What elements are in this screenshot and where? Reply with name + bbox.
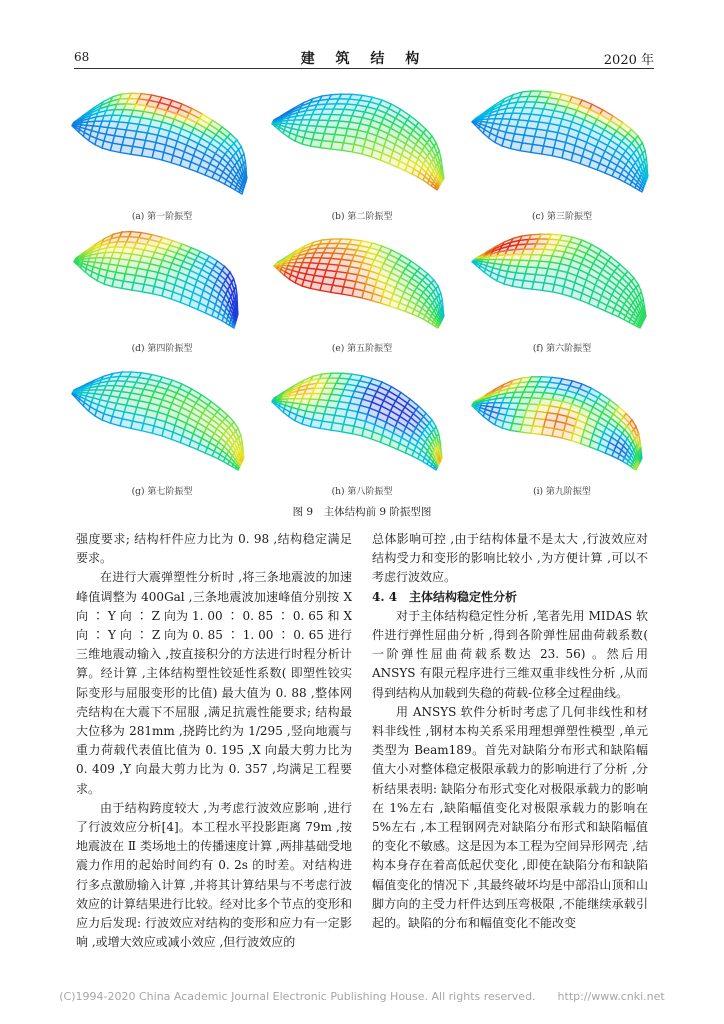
- mode-shape-panel: [62, 364, 262, 504]
- header-rule: [74, 68, 654, 69]
- journal-name: 建 筑 结 构: [300, 51, 428, 67]
- issue-year: 2020 年: [603, 53, 654, 68]
- panel-label: (g) 第七阶振型: [131, 487, 193, 497]
- panel-label: (b) 第二阶振型: [331, 212, 393, 222]
- figure-9: [62, 82, 662, 502]
- page-number: 68: [74, 50, 90, 64]
- mode-shape-mesh: [262, 364, 462, 492]
- mode-shape-mesh: [62, 222, 262, 350]
- paragraph: 在进行大震弹塑性分析时 ,将三条地震波的加速峰值调整为 400Gal ,三条地震波加速峰值分别按 X 向 ∶ Y 向 ∶ Z 向为 1. 00 ∶ 0. 85 ∶ 0. 65 和 X 向 ∶ Y 向 ∶ Z 向为 0. 85 ∶ 1. 00 ∶ 0. 65 进行三维地震动输入 ,按直接积分的方法进行时程分析计算。经计算 ,主体结构塑性铰延性系数( 即塑性铰实际变形与屈服变形的比值) 最大值为 0. 88 ,整体网壳结构在大震下不屈服 ,满足抗震性能要求; 结构最大位移为 281mm ,挠跨比约为 1/295 ,竖向地震与重力荷载代表值比值为 0. 195 ,X 向最大剪力比为 0. 409 ,Y 向最大剪力比为 0. 357 ,均满足工程要求。: [76, 570, 352, 796]
- paragraph: 总体影响可控 ,由于结构体量不是太大 ,行波效应对结构受力和变形的影响比较小 ,为方便计算 ,可以不考虑行波效应。: [372, 532, 648, 585]
- mode-shape-panel: [62, 222, 262, 362]
- paragraph: 强度要求; 结构杆件应力比为 0. 98 ,结构稳定满足要求。: [76, 532, 352, 566]
- mode-shape-panel: [62, 82, 262, 222]
- left-column: [76, 530, 352, 952]
- mode-shape-panel: [462, 364, 662, 504]
- mode-shape-panel: [462, 222, 662, 362]
- mode-shape-mesh: [462, 222, 662, 350]
- panel-label: (e) 第五阶振型: [331, 344, 393, 354]
- section-heading: 4. 4 主体结构稳定性分析: [372, 589, 518, 604]
- mode-shape-mesh: [462, 82, 662, 210]
- mode-shape-panel: [262, 82, 462, 222]
- mode-shape-mesh: [62, 364, 262, 492]
- paragraph: 用 ANSYS 软件分析时考虑了几何非线性和材料非线性 ,钢材本构关系采用理想弹塑性模型 ,单元类型为 Beam189。首先对缺陷分布形式和缺陷幅值大小对整体稳定极限承载力的影响进行了分析 ,分析结果表明: 缺陷分布形式变化对极限承载力的影响在 1%左右 ,缺陷幅值变化对极限承载力的影响在 5%左右 ,本工程钢网壳对缺陷分布形式和缺陷幅值的变化不敏感。这是因为本工程为空间异形网壳 ,结构本身存在着高低起伏变化 ,即使在缺陷分布和缺陷幅值变化的情况下 ,其最终破坏均是中部沿山顶和山脚方向的主受力杆件达到压弯极限 ,不能继续承载引起的。缺陷的分布和幅值变化不能改变: [372, 704, 648, 931]
- copyright-footer: (C)1994-2020 China Academic Journal Electronic Publishing House. All rights reserved. http://www.cnki.net: [59, 990, 665, 1003]
- right-column: [372, 530, 648, 933]
- paragraph: 由于结构跨度较大 ,为考虑行波效应影响 ,进行了行波效应分析[4]。本工程水平投影距离 79m ,按地震波在 Ⅱ 类场地土的传播速度计算 ,两排基础受地震力作用的起始时间约有 0. 2s 的时差。对结构进行多点激励输入计算 ,并将其计算结果与不考虑行波效应的计算结果进行比较。经对比多个节点的变形和应力后发现: 行波效应对结构的变形和应力有一定影响 ,或增大效应或减小效应 ,但行波效应的: [76, 800, 353, 950]
- panel-label: (i) 第九阶振型: [533, 487, 591, 497]
- page-header: [74, 46, 654, 68]
- panel-label: (f) 第六阶振型: [532, 344, 592, 354]
- mode-shape-mesh: [462, 364, 662, 492]
- paragraph: 对于主体结构稳定性分析 ,笔者先用 MIDAS 软件进行弹性屈曲分析 ,得到各阶弹性屈曲荷载系数( 一阶弹性屈曲荷载系数达 23. 56) 。然后用 ANSYS 有限元程序进行三维双重非线性分析 ,从而得到结构从加载到失稳的荷载-位移全过程曲线。: [372, 608, 648, 700]
- mode-shape-panel: [462, 82, 662, 222]
- mode-shape-panel: [262, 364, 462, 504]
- panel-label: (a) 第一阶振型: [131, 212, 193, 222]
- panel-label: (d) 第四阶振型: [131, 344, 193, 354]
- figure-caption: 图 9 主体结构前 9 阶振型图: [292, 506, 432, 518]
- mode-shape-mesh: [262, 222, 462, 350]
- mode-shape-mesh: [262, 82, 462, 210]
- panel-label: (h) 第八阶振型: [331, 487, 393, 497]
- mode-shape-mesh: [62, 82, 262, 210]
- panel-label: (c) 第三阶振型: [532, 212, 592, 222]
- mode-shape-panel: [262, 222, 462, 362]
